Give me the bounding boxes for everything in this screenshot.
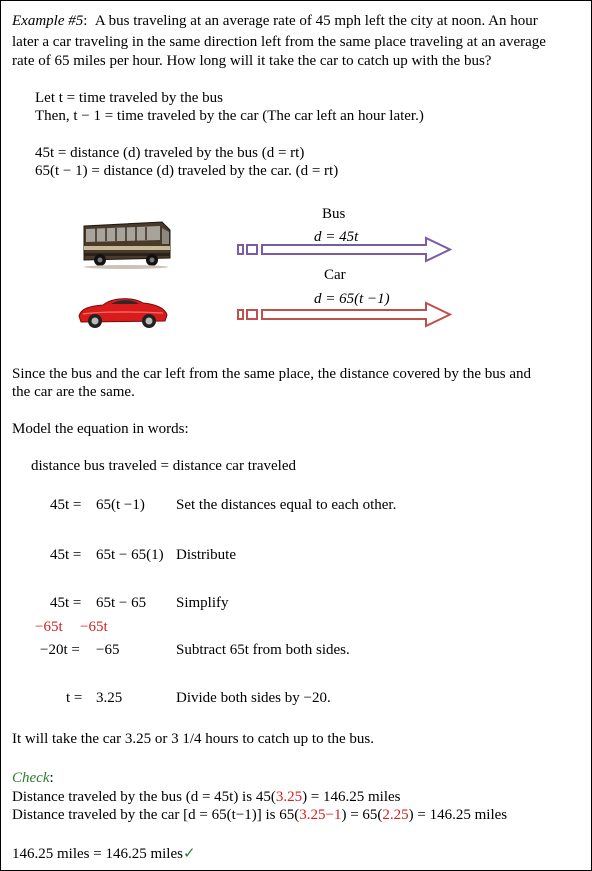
- check-car-text-c: ) = 146.25 miles: [408, 807, 508, 823]
- step-5-lhs: −20t =: [40, 642, 80, 658]
- conclusion: It will take the car 3.25 or 3 1/4 hours to catch up to the bus.: [12, 731, 374, 747]
- check-bus-text-b: ) = 146.25 miles: [302, 789, 401, 805]
- step-4-rhs: −65t: [80, 619, 108, 635]
- example-label: Example #5: [12, 13, 84, 29]
- check-car-text-a: Distance traveled by the car [d = 65(t−1)] is 65(: [12, 807, 300, 823]
- check-bus-line: [12, 788, 401, 806]
- step-3-note: Simplify: [176, 595, 229, 611]
- final-check-text: 146.25 miles = 146.25 miles: [12, 846, 183, 862]
- then-t: Then, t − 1 = time traveled by the car (The car left an hour later.): [35, 108, 424, 124]
- check-bus-text-a: Distance traveled by the bus (d = 45t) is 45(: [12, 789, 276, 805]
- car-distance: 65(t − 1) = distance (d) traveled by the car. (d = rt): [35, 163, 339, 179]
- problem-text-1: A bus traveling at an average rate of 45 mph left the city at noon. An hour: [94, 13, 538, 29]
- check-heading: [12, 769, 54, 787]
- words-equation: distance bus traveled = distance car traveled: [31, 458, 297, 474]
- problem-line-2: later a car traveling in the same direction left from the same place traveling at an average: [12, 34, 546, 50]
- same-place-line-2: the car are the same.: [12, 384, 135, 400]
- bus-distance: 45t = distance (d) traveled by the bus (d = rt): [35, 145, 305, 161]
- car-arrow: [236, 301, 454, 329]
- check-colon: :: [49, 770, 54, 786]
- step-1-lhs: 45t =: [50, 497, 82, 513]
- model-heading: Model the equation in words:: [12, 421, 189, 437]
- step-2-rhs: 65t − 65(1): [96, 547, 164, 563]
- problem-line-1: [12, 12, 538, 30]
- final-check: [12, 845, 196, 863]
- step-2-note: Distribute: [176, 547, 236, 563]
- car-label: Car: [324, 267, 346, 283]
- problem-line-3: rate of 65 miles per hour. How long will it take the car to catch up with the bus?: [12, 53, 492, 69]
- check-label: Check: [12, 770, 50, 786]
- label-colon: :: [83, 13, 88, 29]
- step-3-rhs: 65t − 65: [96, 595, 147, 611]
- step-5-rhs: −65: [96, 642, 120, 658]
- same-place-line-1: Since the bus and the car left from the same place, the distance covered by the bus and: [12, 366, 531, 382]
- step-6-note: Divide both sides by −20.: [176, 690, 331, 706]
- check-car-text-b: ) = 65(: [341, 807, 383, 823]
- bus-equation: d = 45t: [314, 229, 359, 245]
- car-equation: d = 65(t −1): [314, 291, 390, 307]
- check-car-value-1: 3.25−1: [299, 807, 342, 823]
- step-2-lhs: 45t =: [50, 547, 82, 563]
- step-3-lhs: 45t =: [50, 595, 82, 611]
- step-1-note: Set the distances equal to each other.: [176, 497, 397, 513]
- step-6-lhs: t =: [66, 690, 83, 706]
- bus-label: Bus: [322, 206, 346, 222]
- step-1-rhs: 65(t −1): [96, 497, 145, 513]
- checkmark-icon: ✓: [182, 846, 196, 862]
- check-car-line: [12, 806, 507, 824]
- car-picture: [77, 294, 169, 330]
- let-t: Let t = time traveled by the bus: [35, 90, 223, 106]
- bus-arrow: [236, 236, 454, 264]
- step-6-rhs: 3.25: [96, 690, 123, 706]
- bus-picture: [78, 220, 174, 270]
- check-bus-value: 3.25: [275, 789, 303, 805]
- step-5-note: Subtract 65t from both sides.: [176, 642, 350, 658]
- step-4-lhs: −65t: [35, 619, 63, 635]
- check-car-value-2: 2.25: [382, 807, 409, 823]
